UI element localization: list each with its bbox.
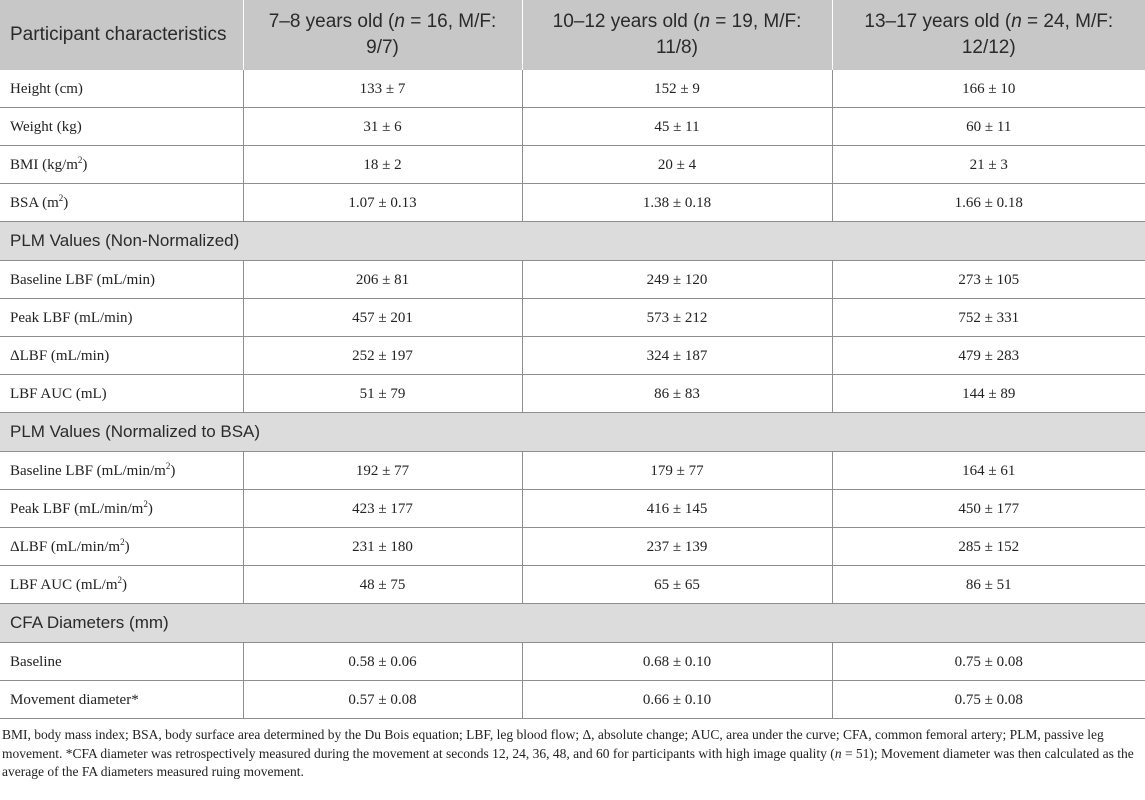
row-label: ΔLBF $(mL/\min/m^2)$ <box>0 528 243 566</box>
section-title: CFA Diameters (mm) <box>0 604 1145 643</box>
section-header-row <box>0 222 1145 261</box>
value-cell-group-2: 0.68 ± 0.10 <box>522 643 832 681</box>
value-cell-group-1: 0.57 ± 0.08 <box>243 681 522 719</box>
value-cell-group-1: 231 ± 180 <box>243 528 522 566</box>
value-cell-group-1: 31 ± 6 <box>243 108 522 146</box>
value-cell-group-2: 1.38 ± 0.18 <box>522 184 832 222</box>
row-label: Movement diameter* <box>0 681 243 719</box>
value-cell-group-1: 252 ± 197 <box>243 337 522 375</box>
table-row <box>0 261 1145 299</box>
row-label: Height (cm) <box>0 70 243 108</box>
value-cell-group-1: 51 ± 79 <box>243 375 522 413</box>
table-row <box>0 528 1145 566</box>
table-row <box>0 490 1145 528</box>
header-row <box>0 0 1145 70</box>
row-label: Peak LBF $(mL/\min/m^2)$ <box>0 490 243 528</box>
value-cell-group-2: 0.66 ± 0.10 <box>522 681 832 719</box>
table-row <box>0 643 1145 681</box>
value-cell-group-3: 144 ± 89 <box>832 375 1145 413</box>
header-group-7-8: 7–8 years old (n = 16, M/F: 9/7) <box>243 0 522 70</box>
table-row <box>0 108 1145 146</box>
table-body <box>0 70 1145 719</box>
table-row <box>0 70 1145 108</box>
value-cell-group-3: 86 ± 51 <box>832 566 1145 604</box>
value-cell-group-2: 573 ± 212 <box>522 299 832 337</box>
value-cell-group-1: 1.07 ± 0.13 <box>243 184 522 222</box>
header-group-13-17: 13–17 years old (n = 24, M/F: 12/12) <box>832 0 1145 70</box>
value-cell-group-2: 86 ± 83 <box>522 375 832 413</box>
value-cell-group-2: 45 ± 11 <box>522 108 832 146</box>
value-cell-group-2: 65 ± 65 <box>522 566 832 604</box>
row-label: Baseline LBF (mL/min) <box>0 261 243 299</box>
value-cell-group-1: 206 ± 81 <box>243 261 522 299</box>
value-cell-group-3: 21 ± 3 <box>832 146 1145 184</box>
header-participant-characteristics: Participant characteristics <box>0 0 243 70</box>
table-row <box>0 566 1145 604</box>
value-cell-group-3: 450 ± 177 <box>832 490 1145 528</box>
value-cell-group-1: 423 ± 177 <box>243 490 522 528</box>
row-label: ΔLBF (mL/min) <box>0 337 243 375</box>
table-row <box>0 452 1145 490</box>
row-label: Weight (kg) <box>0 108 243 146</box>
value-cell-group-2: 249 ± 120 <box>522 261 832 299</box>
value-cell-group-2: 237 ± 139 <box>522 528 832 566</box>
value-cell-group-2: 152 ± 9 <box>522 70 832 108</box>
row-label: LBF AUC (mL) <box>0 375 243 413</box>
value-cell-group-2: 179 ± 77 <box>522 452 832 490</box>
value-cell-group-3: 166 ± 10 <box>832 70 1145 108</box>
row-label: Peak LBF (mL/min) <box>0 299 243 337</box>
value-cell-group-1: 192 ± 77 <box>243 452 522 490</box>
row-label: BSA $(m^2)$ <box>0 184 243 222</box>
value-cell-group-2: 20 ± 4 <box>522 146 832 184</box>
value-cell-group-3: 285 ± 152 <box>832 528 1145 566</box>
value-cell-group-1: 18 ± 2 <box>243 146 522 184</box>
table-footnote: BMI, body mass index; BSA, body surface area determined by the Du Bois equation; LBF, leg blood flow; Δ, absolute change; AUC, area under the curve; CFA, common femoral artery; PLM, passive leg movement. *CFA diameter was retrospectively measured during the movement at seconds 12, 24, 36, 48, and 60 for participants with high image quality (n = 51); Movement diameter was then calculated as the average of the FA diameters measured ruing movement. <box>2 727 1134 779</box>
table-row <box>0 299 1145 337</box>
value-cell-group-1: 48 ± 75 <box>243 566 522 604</box>
value-cell-group-3: 0.75 ± 0.08 <box>832 643 1145 681</box>
header-group-10-12: 10–12 years old (n = 19, M/F: 11/8) <box>522 0 832 70</box>
row-label: BMI $(kg/m^2)$ <box>0 146 243 184</box>
section-title: PLM Values (Non-Normalized) <box>0 222 1145 261</box>
table-row <box>0 337 1145 375</box>
section-header-row <box>0 413 1145 452</box>
section-header-row <box>0 604 1145 643</box>
value-cell-group-3: 164 ± 61 <box>832 452 1145 490</box>
value-cell-group-3: 1.66 ± 0.18 <box>832 184 1145 222</box>
table-row <box>0 146 1145 184</box>
table-row <box>0 375 1145 413</box>
value-cell-group-3: 0.75 ± 0.08 <box>832 681 1145 719</box>
table-row <box>0 184 1145 222</box>
section-title: PLM Values (Normalized to BSA) <box>0 413 1145 452</box>
row-label: Baseline <box>0 643 243 681</box>
value-cell-group-3: 273 ± 105 <box>832 261 1145 299</box>
value-cell-group-1: 133 ± 7 <box>243 70 522 108</box>
value-cell-group-3: 479 ± 283 <box>832 337 1145 375</box>
value-cell-group-3: 60 ± 11 <box>832 108 1145 146</box>
value-cell-group-2: 416 ± 145 <box>522 490 832 528</box>
row-label: LBF AUC $(mL/m^2)$ <box>0 566 243 604</box>
value-cell-group-1: 457 ± 201 <box>243 299 522 337</box>
table-row <box>0 681 1145 719</box>
value-cell-group-2: 324 ± 187 <box>522 337 832 375</box>
value-cell-group-3: 752 ± 331 <box>832 299 1145 337</box>
value-cell-group-1: 0.58 ± 0.06 <box>243 643 522 681</box>
row-label: Baseline LBF $(mL/\min/m^2)$ <box>0 452 243 490</box>
